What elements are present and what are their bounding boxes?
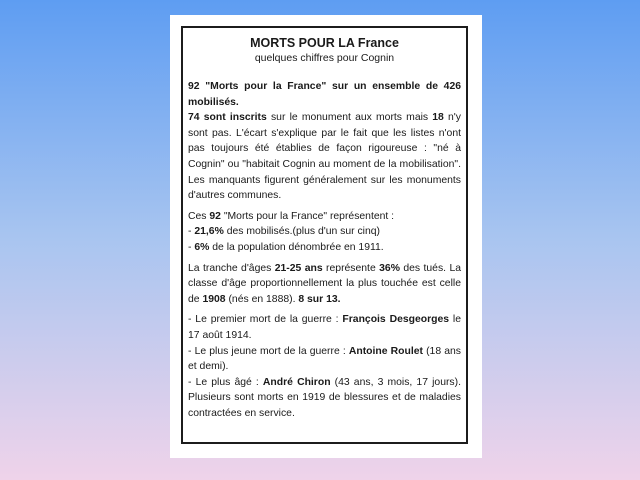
pct-population: 6% bbox=[194, 241, 210, 253]
paragraph-ages: La tranche d'âges 21-25 ans représente 36% des tués. La classe d'âge proportionnellement la plus touchée est celle de 1908 (nés en 1888). 8 sur 13. bbox=[188, 262, 462, 305]
plus-age-name: André Chiron bbox=[262, 376, 331, 388]
document-subtitle: quelques chiffres pour Cognin bbox=[254, 52, 395, 64]
classe-annee: 1908 bbox=[202, 293, 226, 305]
paragraph-mobilises bbox=[188, 79, 461, 204]
plus-jeune-name: Antoine Roulet bbox=[348, 345, 423, 357]
pct-mobilises: 21,6% bbox=[194, 226, 224, 238]
paragraph-individus: - Le premier mort de la guerre : François Desgeorges le 17 août 1914. - Le plus jeune mort de la guerre : Antoine Roulet (18 ans et demi). - Le plus âgé : André Chiron (43 ans, 3 mois, 17 jours). Plusieurs sont morts en 1919 de blessures et de maladies contractées en service. bbox=[188, 314, 462, 419]
mobilises-total: 92 "Morts pour la France" sur un ensemble de 426 mobilisés. bbox=[188, 81, 461, 108]
document-card bbox=[170, 15, 482, 458]
ratio-classe: 8 sur 13. bbox=[298, 293, 341, 305]
pct-tues: 36% bbox=[379, 262, 400, 274]
tranche-age: 21-25 ans bbox=[274, 262, 323, 274]
premier-mort-name: François Desgeorges bbox=[342, 314, 450, 326]
monument-text: sur le monument aux morts mais bbox=[266, 112, 433, 124]
paragraph-pourcentages: Ces 92 "Morts pour la France" représentent : - 21,6% des mobilisés.(plus d'un sur cinq) - 6% de la population dénombrée en 1911. bbox=[188, 210, 395, 253]
ecart-explication: n'y sont pas. L'écart s'explique par le fait que les listes n'ont pas toujours été établies de façon rigoureuse : "né à Cognin" ou "habitait Cognin au moment de la mobilisation". Les manquants figurent généralement sur les monuments d'autres communes. bbox=[188, 112, 461, 202]
document-frame bbox=[181, 26, 468, 444]
document-title: MORTS POUR LA France bbox=[250, 36, 399, 50]
absents-count: 18 bbox=[432, 112, 444, 124]
inscrits-count: 74 sont inscrits bbox=[188, 112, 267, 124]
morts-count: 92 bbox=[209, 210, 221, 222]
